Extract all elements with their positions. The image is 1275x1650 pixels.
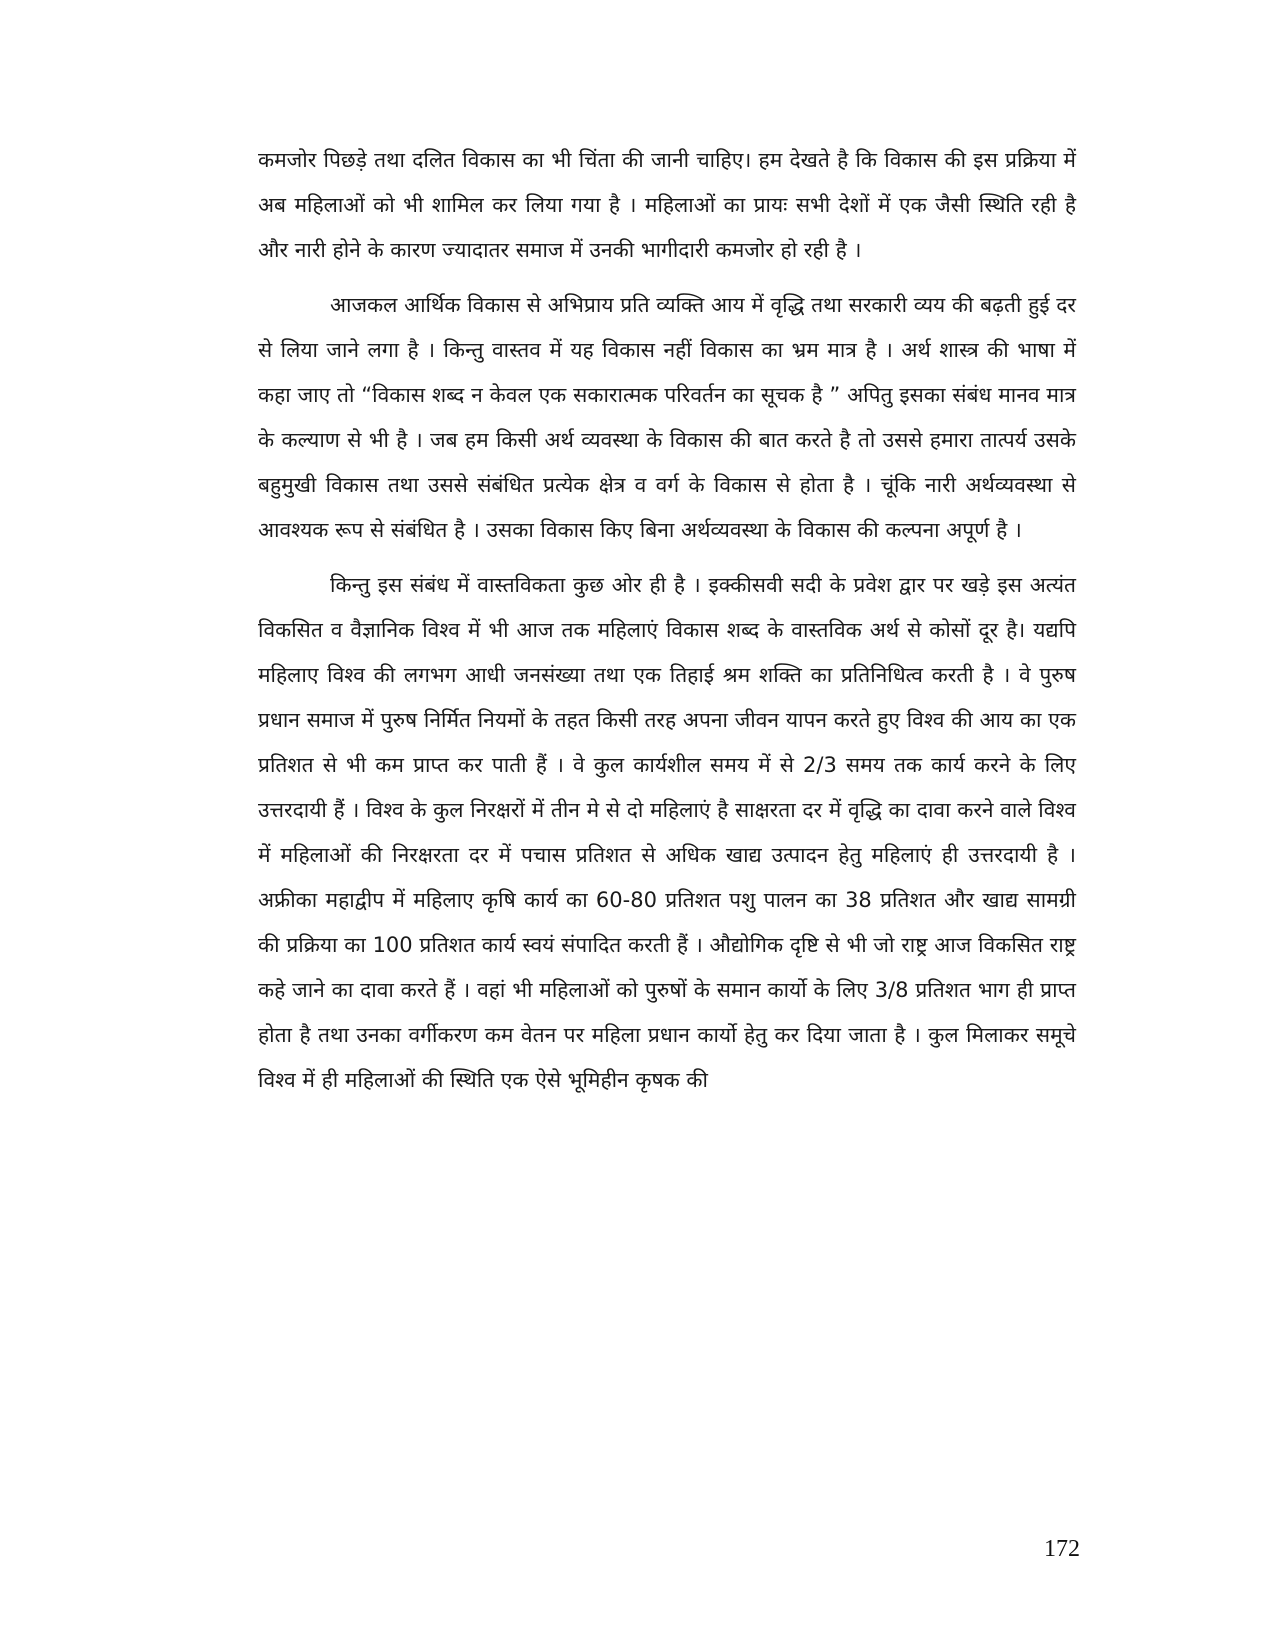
page-number: 172: [1044, 1536, 1080, 1562]
paragraph-2: आजकल आर्थिक विकास से अभिप्राय प्रति व्यक्ति आय में वृद्धि तथा सरकारी व्यय की बढ़ती हुई दर से लिया जाने लगा है । किन्तु वास्तव में यह विकास नहीं विकास का भ्रम मात्र है । अर्थ शास्त्र की भाषा में कहा जाए तो “विकास शब्द न केवल एक सकारात्मक परिवर्तन का सूचक है ” अपितु इसका संबंध मानव मात्र के कल्याण से भी है । जब हम किसी अर्थ व्यवस्था के विकास की बात करते है तो उससे हमारा तात्पर्य उसके बहुमुखी विकास तथा उससे संबंधित प्रत्येक क्षेत्र व वर्ग के विकास से होता है । चूंकि नारी अर्थव्यवस्था से आवश्यक रूप से संबंधित है । उसका विकास किए बिना अर्थव्यवस्था के विकास की कल्पना अपूर्ण है ।: [258, 293, 1076, 542]
paragraph-3: किन्तु इस संबंध में वास्तविकता कुछ ओर ही है । इक्कीसवी सदी के प्रवेश द्वार पर खड़े इस अत्यंत विकसित व वैज्ञानिक विश्व में भी आज तक महिलाएं विकास शब्द के वास्तविक अर्थ से कोसों दूर है। यद्यपि महिलाए विश्व की लगभग आधी जनसंख्या तथा एक तिहाई श्रम शक्ति का प्रतिनिधित्व करती है । वे पुरुष प्रधान समाज में पुरुष निर्मित नियमों के तहत किसी तरह अपना जीवन यापन करते हुए विश्व की आय का एक प्रतिशत से भी कम प्राप्त कर पाती हैं । वे कुल कार्यशील समय में से 2/3 समय तक कार्य करने के लिए उत्तरदायी हैं । विश्व के कुल निरक्षरों में तीन मे से दो महिलाएं है साक्षरता दर में वृद्धि का दावा करने वाले विश्व में महिलाओं की निरक्षरता दर में पचास प्रतिशत से अधिक खाद्य उत्पादन हेतु महिलाएं ही उत्तरदायी है । अफ्रीका महाद्वीप में महिलाए कृषि कार्य का 60-80 प्रतिशत पशु पालन का 38 प्रतिशत और खाद्य सामग्री की प्रक्रिया का 100 प्रतिशत कार्य स्वयं संपादित करती हैं । औद्योगिक दृष्टि से भी जो राष्ट्र आज विकसित राष्ट्र कहे जाने का दावा करते हैं । वहां भी महिलाओं को पुरुषों के समान कार्यो के लिए 3/8 प्रतिशत भाग ही प्राप्त होता है तथा उनका वर्गीकरण कम वेतन पर महिला प्रधान कार्यो हेतु कर दिया जाता है । कुल मिलाकर समूचे विश्व में ही महिलाओं की स्थिति एक ऐसे भूमिहीन कृषक की: [258, 573, 1076, 1092]
paragraph-1: कमजोर पिछड़े तथा दलित विकास का भी चिंता की जानी चाहिए। हम देखते है कि विकास की इस प्रक्रिया में अब महिलाओं को भी शामिल कर लिया गया है । महिलाओं का प्रायः सभी देशों में एक जैसी स्थिति रही है और नारी होने के कारण ज्यादातर समाज में उनकी भागीदारी कमजोर हो रही है ।: [258, 148, 1076, 262]
body-text: [258, 138, 1076, 1103]
